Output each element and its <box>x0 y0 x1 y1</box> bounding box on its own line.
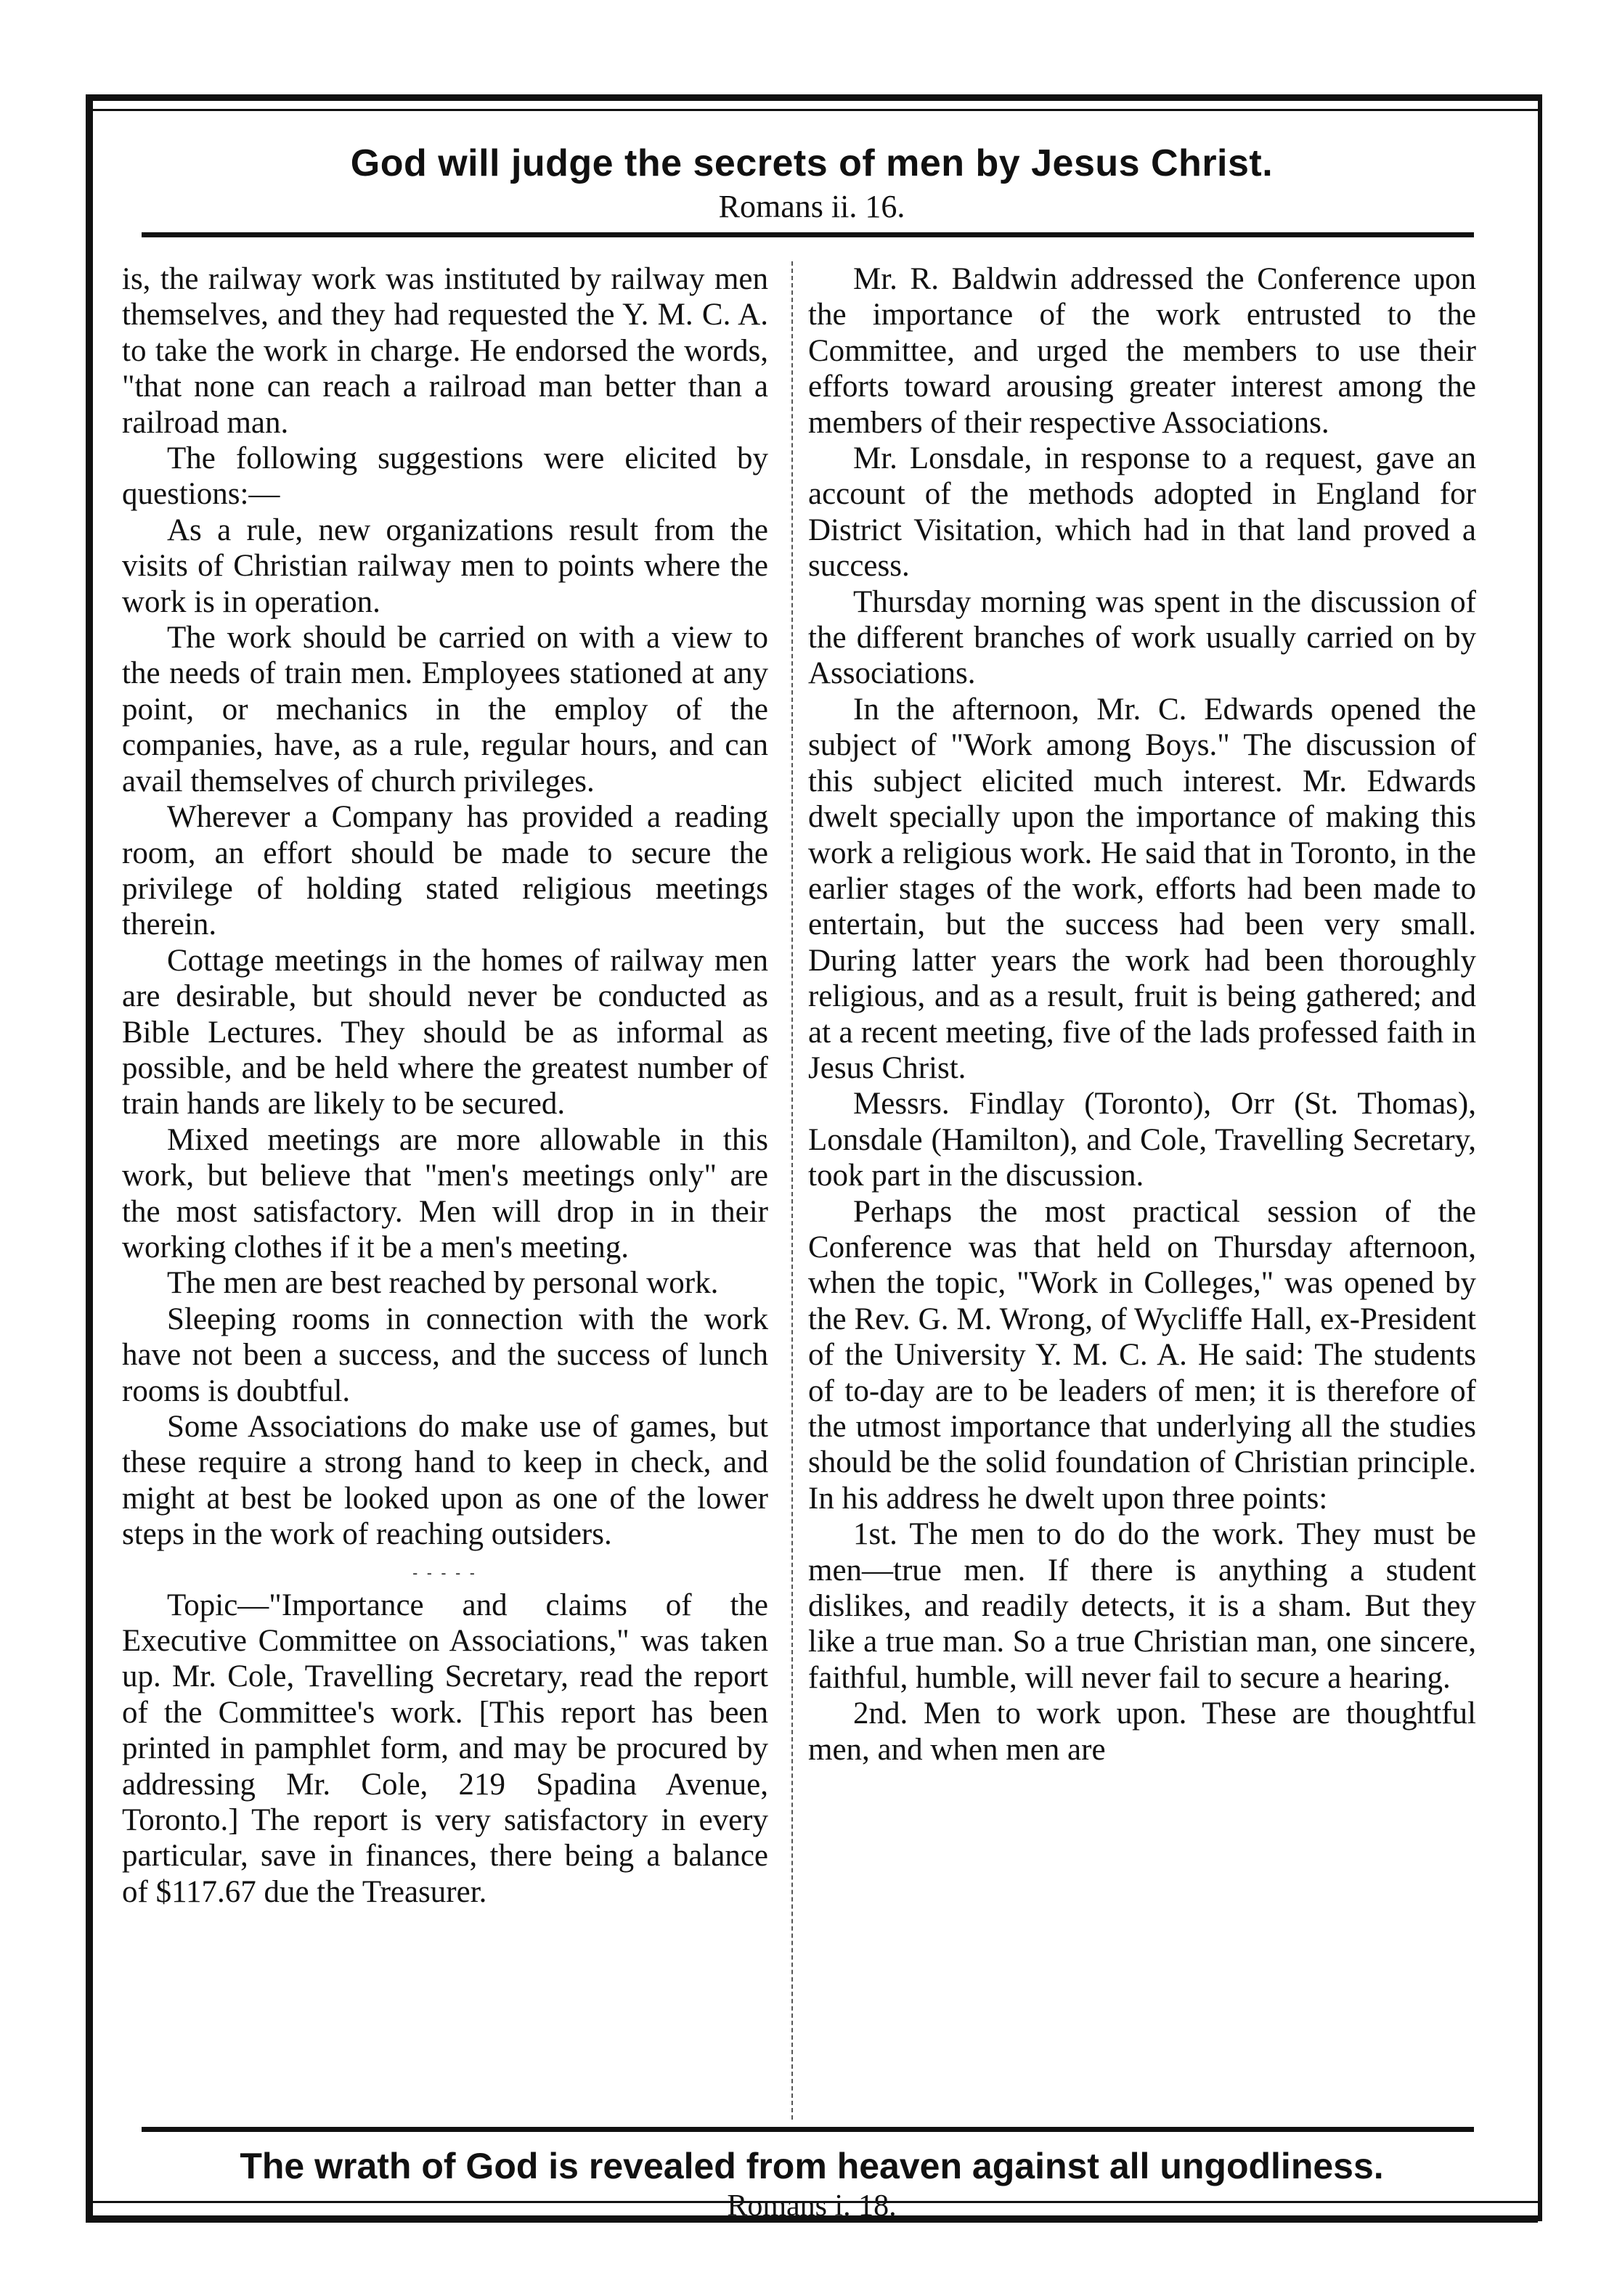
paragraph: 1st. The men to do do the work. They must be men—true men. If there is anything a student dislikes, and readily detects, it is a sham. But they like a true man. So a true Christian man, one sincere, faithful, humble, will never fail to secure a hearing. <box>808 1517 1476 1695</box>
paragraph: In the afternoon, Mr. C. Edwards opened the subject of "Work among Boys." The discussion of this subject elicited much interest. Mr. Edwards dwelt specially upon the importance of making this work a religious work. He said that in Toronto, in the earlier stages of the work, efforts had been made to entertain, but the success had been very small. During latter years the work had been thoroughly religious, and as a result, fruit is being gathered; and at a recent meeting, five of the lads professed faith in Jesus Christ. <box>808 692 1476 1085</box>
column-divider <box>791 261 793 2120</box>
footer-reference: Romans i. 18. <box>727 2189 897 2223</box>
paragraph: Thursday morning was spent in the discussion of the different branches of work usually carried on by Associations. <box>808 584 1476 691</box>
page-footer <box>93 2145 1531 2223</box>
paragraph: The following suggestions were elicited by questions:— <box>122 441 768 512</box>
paragraph: Cottage meetings in the homes of railway men are desirable, but should never be conducted as Bible Lectures. They should be as informal as possible, and be held where the greatest number of train hands are likely to be secured. <box>122 943 768 1122</box>
paragraph: is, the railway work was instituted by railway men themselves, and they had requested the Y. M. C. A. to take the work in charge. He endorsed the words, "that none can reach a railroad man better than a railroad man. <box>122 262 768 440</box>
header-divider <box>142 232 1474 237</box>
paragraph: Mr. Lonsdale, in response to a request, gave an account of the methods adopted in England for District Visitation, which had in that land proved a success. <box>808 441 1476 584</box>
paragraph: The men are best reached by personal work. <box>167 1266 719 1301</box>
header-reference: Romans ii. 16. <box>718 189 905 224</box>
page-header <box>93 142 1531 225</box>
paragraph: As a rule, new organizations result from the visits of Christian railway men to points where the work is in operation. <box>122 512 768 619</box>
paragraph: 2nd. Men to work upon. These are thoughtful men, and when men are <box>808 1696 1476 1767</box>
paragraph: Perhaps the most practical session of the Conference was that held on Thursday afternoon, when the topic, "Work in Colleges," was opened by the Rev. G. M. Wrong, of Wycliffe Hall, ex-President of the University Y. M. C. A. He said: The students of to-day are to be leaders of men; it is therefore of the utmost importance that underlying all the studies should be the solid foundation of Christian principle. In his address he dwelt upon three points: <box>808 1194 1476 1516</box>
footer-verse: The wrath of God is revealed from heaven against all ungodliness. <box>240 2146 1384 2186</box>
paragraph: Sleeping rooms in connection with the work have not been a success, and the success of lunch rooms is doubtful. <box>122 1302 768 1408</box>
paragraph: Topic—"Importance and claims of the Executive Committee on Associations," was taken up. Mr. Cole, Travelling Secretary, read the report of the Committee's work. [This report has been printed in pamphlet form, and may be procured by addressing Mr. Cole, 219 Spadina Avenue, Toronto.] The report is very satisfactory in every particular, save in finances, there being a balance of $117.67 due the Treasurer. <box>122 1588 768 1909</box>
bottom-border-rule <box>86 2215 1538 2223</box>
header-verse: God will judge the secrets of men by Jesus Christ. <box>350 142 1274 184</box>
paragraph: Mr. R. Baldwin addressed the Conference upon the importance of the work entrusted to the Committee, and urged the members to use their efforts toward arousing greater interest among the members of their respective Associations. <box>808 262 1476 440</box>
paragraph: Mixed meetings are more allowable in this work, but believe that "men's meetings only" are the most satisfactory. Men will drop in in their working clothes if it be a men's meeting. <box>122 1122 768 1265</box>
paragraph: Messrs. Findlay (Toronto), Orr (St. Thomas), Lonsdale (Hamilton), and Cole, Travelling Secretary, took part in the discussion. <box>808 1087 1476 1193</box>
right-column <box>808 261 1476 1768</box>
footer-divider <box>142 2127 1474 2132</box>
section-separator: - - - - - <box>412 1564 478 1581</box>
bottom-border-rule-thin <box>86 2201 1538 2203</box>
paragraph: Wherever a Company has provided a reading room, an effort should be made to secure the privilege of holding stated religious meetings therein. <box>122 800 768 942</box>
paragraph: Some Associations do make use of games, but these require a strong hand to keep in check, and might at best be looked upon as one of the lower steps in the work of reaching outsiders. <box>122 1410 768 1552</box>
left-column <box>122 261 768 1910</box>
paragraph: The work should be carried on with a view to the needs of train men. Employees stationed at any point, or mechanics in the employ of the companies, have, as a rule, regular hours, and can avail themselves of church privileges. <box>122 621 768 798</box>
